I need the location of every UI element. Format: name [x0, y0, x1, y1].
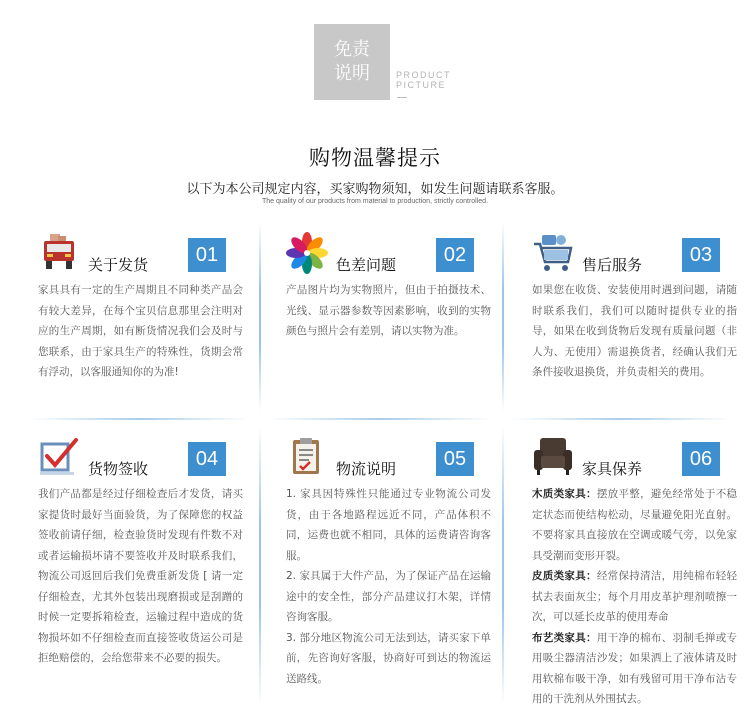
- shopping-cart-icon: [532, 232, 574, 274]
- card-text: 产品图片均为实物照片，但由于拍摄技术、光线、显示器参数等因素影响，收到的实物颜色与照片会有差别，请以实物为准。: [286, 284, 491, 337]
- checkbox-icon: [38, 436, 80, 478]
- page-subtitle: 以下为本公司规定内容，买家购物须知，如发生问题请联系客服。: [186, 182, 564, 197]
- disclaimer-line2: 说明: [334, 63, 370, 84]
- card-text: [286, 484, 491, 689]
- row-divider: [512, 418, 732, 420]
- column-divider: [502, 425, 504, 705]
- row-divider: [268, 418, 493, 420]
- card-label: 货物签收: [88, 460, 149, 478]
- card-text: 家具具有一定的生产周期且不同种类产品会有较大差异，在每个宝贝信息那里会注明对应的生产周期，如有断货情况我们会及时与您联系，由于家具生产的特殊性，货期会常有浮动，以客服通知你的为准!: [38, 284, 243, 378]
- armchair-icon: [532, 436, 574, 478]
- header-dash: [397, 97, 407, 98]
- care-title: 木质类家具：: [532, 488, 597, 500]
- card-label: 色差问题: [336, 256, 397, 274]
- color-wheel-icon: [286, 232, 328, 274]
- card-label: 售后服务: [582, 256, 643, 274]
- disclaimer-line1: 免责: [334, 39, 370, 60]
- card-number-badge: 02: [436, 238, 474, 272]
- care-title: 皮质类家具：: [532, 570, 597, 582]
- care-body: 经常保持清洁，用纯棉布轻轻拭去表面灰尘；每个月用皮革护理剂喷擦一次，可以延长皮革的使用寿命: [532, 570, 738, 623]
- card-number-badge: 04: [188, 442, 226, 476]
- column-divider: [502, 222, 504, 412]
- card-number-badge: 01: [188, 238, 226, 272]
- care-body: 摆放平整，避免经常处于不稳定状态而使结构松动，尽量避免阳光直射。不要将家具直接放在空调或暖气旁，以免家具受潮而变形开裂。: [532, 488, 738, 562]
- care-title: 布艺类家具：: [532, 631, 597, 644]
- card-text: 如果您在收货、安装使用时遇到问题，请随时联系我们，我们可以随时提供专业的指导，如果在收到货物后发现有质量问题（非人为、无使用）需退换货者，经确认我们无条件接收退换货，并负责相关的费用。: [532, 284, 737, 378]
- product-picture-label: PRODUCT PICTURE: [396, 70, 451, 90]
- card-label: 家具保养: [582, 460, 643, 478]
- card-label: 物流说明: [336, 460, 397, 478]
- card-text: [532, 484, 737, 710]
- care-body: 用干净的棉布、羽制毛掸或专用吸尘器清洁沙发；如果洒上了液体请及时用软棉布吸干净，如有残留可用干净布沾专用的干洗剂从外围拭去。: [532, 631, 738, 705]
- card-label: 关于发货: [88, 256, 149, 274]
- quality-note: The quality of our products from material to production, strictly controlled.: [261, 198, 489, 205]
- care-leather: [532, 566, 737, 628]
- logistics-paragraph: 1. 家具因特殊性只能通过专业物流公司发货，由于各地路程远近不同，产品体积不同，运费也就不相同，具体的运费请咨询客服。: [286, 488, 491, 562]
- card-number-badge: 03: [682, 238, 720, 272]
- logistics-paragraph: 2. 家具属于大件产品，为了保证产品在运输途中的安全性，部分产品建议打木架，详情咨询客服。: [286, 570, 491, 623]
- column-divider: [259, 425, 261, 705]
- card-number-badge: 05: [436, 442, 474, 476]
- truck-icon: [38, 232, 80, 274]
- care-fabric: [532, 628, 737, 710]
- card-text: 我们产品都是经过仔细检查后才发货，请买家提货时最好当面验货，为了保障您的权益签收前请仔细，检查验货时发现有件数不对或者运输损坏请不要签收并及时联系我们，物流公司返回后我们免费重新发货 [ 请一定仔细检查，尤其外包装出现磨损或是刮蹭的时候一定要拆箱检查，运输过程中造成的货物损坏如不仔细检查而直接签收货运公司是拒绝赔偿的，会给您带来不必要的损失。: [38, 488, 243, 664]
- logistics-paragraph: 3. 部分地区物流公司无法到达，请买家下单前，先咨询好客服，协商好可到达的物流运送路线。: [286, 631, 491, 685]
- clipboard-icon: [286, 436, 328, 478]
- card-number-badge: 06: [682, 442, 720, 476]
- row-divider: [30, 418, 250, 420]
- care-wood: [532, 484, 737, 566]
- page-title: 购物温馨提示: [309, 146, 441, 170]
- disclaimer-box: [314, 24, 390, 100]
- column-divider: [259, 222, 261, 412]
